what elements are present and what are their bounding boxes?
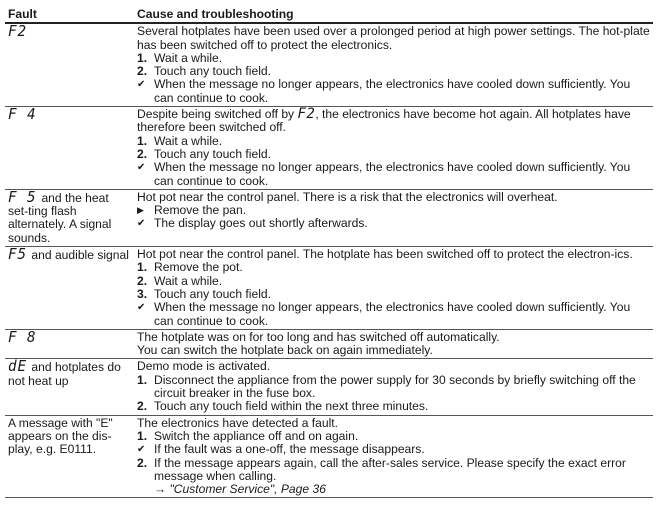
step-text: Disconnect the appliance from the power supply for 30 seconds by briefly switching off the circuit breaker in the fuse box.: [154, 372, 636, 401]
cause-intro: Hot pot near the control panel. The hotplate has been switched off to protect the electron-ics.: [137, 247, 633, 262]
step-text: Wait a while.: [154, 50, 223, 65]
step-item: [137, 400, 650, 413]
cause-cell: [134, 247, 653, 330]
cause-line: The hotplate was on for too long and has switched off automatically.: [137, 329, 500, 344]
step-text: If the message appears again, call the after-sales service. Please specify the exact error message when calling.: [154, 455, 626, 483]
step-number: 1.: [137, 428, 148, 443]
fault-cell: [5, 189, 134, 246]
fault-table-page: [5, 6, 653, 498]
table-header-row: [5, 6, 653, 23]
step-text: Touch any touch field within the next three minutes.: [154, 399, 429, 414]
step-number: 3.: [137, 286, 148, 301]
cause-intro: Hot pot near the control panel. There is a risk that the electronics will overheat.: [137, 189, 558, 204]
step-item: [137, 135, 650, 148]
fault-cell: [5, 359, 134, 415]
step-item: [137, 52, 650, 65]
cause-cell: [134, 189, 653, 246]
cause-cell: [134, 329, 653, 359]
step-text: Touch any touch field.: [154, 64, 271, 79]
result-text: When the message no longer appears, the electronics have cooled down sufficiently. You can continue to cook.: [154, 77, 631, 105]
result-item: [137, 161, 650, 188]
table-row: [5, 107, 653, 190]
inline-fault-code: F2: [297, 106, 316, 123]
fault-code: F2: [8, 22, 28, 41]
result-item: [137, 443, 650, 456]
fault-code: F5: [8, 245, 28, 264]
result-item: [137, 301, 650, 328]
fault-code: F 4: [8, 105, 37, 124]
step-text: Remove the pot.: [154, 260, 243, 275]
cause-cell: [134, 359, 653, 415]
cause-line: You can switch the hotplate back on again immediately.: [137, 343, 433, 358]
action-item: [137, 204, 650, 217]
checkmark-icon: ✔: [137, 444, 146, 456]
step-text: Wait a while.: [154, 273, 223, 288]
fault-cell: [5, 415, 134, 498]
fault-text: A message with "E" appears on the dis-play, e.g. E0111.: [8, 415, 113, 457]
step-number: 2.: [137, 146, 148, 161]
fault-code: F 8: [8, 327, 37, 346]
result-item: [137, 78, 650, 105]
fault-text: and hotplates do not heat up: [8, 360, 121, 388]
fault-code: dE: [8, 357, 28, 376]
checkmark-icon: ✔: [137, 79, 146, 91]
step-item: [137, 288, 650, 301]
fault-code: F 5: [8, 187, 37, 206]
step-number: 2.: [137, 455, 148, 470]
step-item: [137, 148, 650, 161]
intro-text: Despite being switched off by: [137, 107, 298, 122]
table-row: [5, 359, 653, 415]
fault-cell: [5, 247, 134, 330]
header-cause: Cause and troubleshooting: [134, 6, 653, 23]
fault-text: and audible signal: [28, 248, 129, 263]
cause-intro: The electronics have detected a fault.: [137, 415, 339, 430]
fault-text: and the heat set-ting flash alternately. A signal sounds.: [8, 190, 112, 245]
step-text: Touch any touch field.: [154, 286, 271, 301]
step-item: [137, 430, 650, 443]
checkmark-icon: ✔: [137, 302, 146, 314]
cause-cell: [134, 107, 653, 190]
fault-cell: [5, 23, 134, 106]
header-fault: Fault: [5, 6, 134, 23]
result-text: When the message no longer appears, the electronics have cooled down sufficiently. You can continue to cook.: [154, 300, 631, 328]
table-row: [5, 415, 653, 498]
cause-cell: [134, 23, 653, 106]
step-number: 1.: [137, 260, 148, 275]
result-text: When the message no longer appears, the electronics have cooled down sufficiently. You can continue to cook.: [154, 160, 631, 188]
customer-service-link[interactable]: → "Customer Service", Page 36: [154, 482, 326, 497]
step-number: 1.: [137, 372, 148, 387]
result-text: If the fault was a one-off, the message disappears.: [154, 442, 425, 457]
fault-cell: [5, 329, 134, 359]
arrow-right-icon: ▶: [137, 205, 144, 216]
step-number: 1.: [137, 50, 148, 65]
step-item: [137, 457, 650, 484]
table-row: [5, 247, 653, 330]
checkmark-icon: ✔: [137, 218, 146, 230]
step-number: 2.: [137, 399, 148, 414]
step-text: Wait a while.: [154, 133, 223, 148]
table-row: [5, 329, 653, 359]
step-text: Touch any touch field.: [154, 146, 271, 161]
step-text: Switch the appliance off and on again.: [154, 428, 359, 443]
intro-text: , the electronics have become hot again. All hotplates have therefore been switched off.: [137, 107, 631, 135]
cause-intro: Demo mode is activated.: [137, 359, 271, 374]
step-number: 1.: [137, 133, 148, 148]
fault-cell: [5, 107, 134, 190]
step-number: 2.: [137, 273, 148, 288]
cause-intro: Several hotplates have been used over a prolonged period at high power settings. The hot-plate has been switched off to protect the electronics.: [137, 24, 650, 52]
step-item: [137, 374, 650, 401]
cause-intro: [137, 108, 650, 135]
table-row: [5, 23, 653, 106]
step-item: [137, 275, 650, 288]
action-text: Remove the pan.: [154, 203, 247, 218]
result-item: [137, 217, 650, 230]
step-item: [137, 65, 650, 78]
cause-cell: [134, 415, 653, 498]
checkmark-icon: ✔: [137, 162, 146, 174]
fault-table: [5, 6, 653, 498]
step-number: 2.: [137, 64, 148, 79]
result-text: The display goes out shortly afterwards.: [154, 216, 368, 231]
table-row: [5, 189, 653, 246]
step-item: [137, 261, 650, 274]
